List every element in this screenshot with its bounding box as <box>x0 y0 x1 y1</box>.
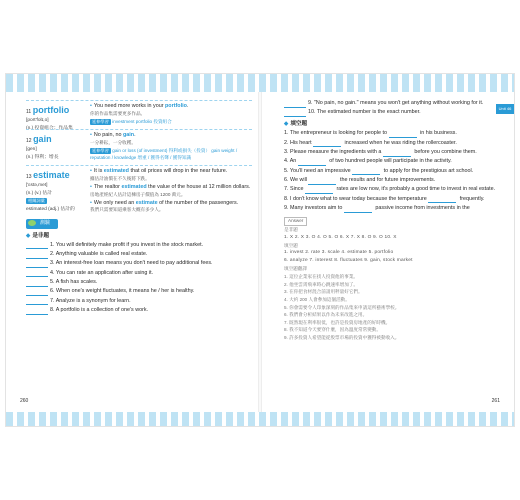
example-translation: 據估計油價在不久後將下跌。 <box>90 176 150 182</box>
extension-tag: 延伸學習 <box>92 118 109 124</box>
answer-blank[interactable] <box>26 276 48 277</box>
related-tag: 相關詞彙 <box>28 198 45 204</box>
answer-blank[interactable] <box>26 286 48 287</box>
tf-question-3: 3. An interest-free loan means you don't need to pay additional fees. <box>26 260 252 268</box>
tf-question-1: 1. You will definitely make profit if you invest in the stock market. <box>26 242 252 250</box>
entry-pos: (n.) 投資組合；作品集 <box>26 126 73 131</box>
fill-blank[interactable] <box>428 202 456 203</box>
answer-fill-row-1: 1. invest 2. rate 3. scale 4. estimate 5. portfolio <box>284 250 394 256</box>
translation-line: 4. 大約 200 人會參加這個活動。 <box>284 296 350 302</box>
example-sentence: • The realtor estimated the value of the house at 12 million dollars. <box>90 184 252 192</box>
example-sentence: • We only need an estimate of the number of the passengers. <box>90 200 252 208</box>
translation-line: 1. 這位企業家在找人投資他的事業。 <box>284 273 359 279</box>
extension-text: investment portfolio 投資組合 <box>112 118 172 124</box>
answer-sub-tf: 是非題 <box>284 227 298 233</box>
entry-word: estimate <box>33 170 70 181</box>
fill-question-1: 1. The entrepreneur is looking for people to in his business. <box>284 130 457 137</box>
fill-question-7: 7. Since rates are low now, it's probably a good time to invest in real estate. <box>284 186 496 193</box>
tf-question-7: 7. Analyze is a synonym for learn. <box>26 298 252 306</box>
entry-pos: (n.) (v.) 估計 <box>26 191 53 197</box>
bottom-stripe-border <box>6 412 514 426</box>
tf-question-2: 2. Anything valuable is called real estate. <box>26 251 252 259</box>
example-sentence: • You need more works in your portfolio. <box>90 103 252 111</box>
fill-question-2: 2. His heart increased when he was riding the rollercoaster. <box>284 139 457 146</box>
right-page <box>284 100 496 400</box>
open-book-spread <box>6 74 514 426</box>
example-sentence: • It is estimated that oil prices will drop in the near future. <box>90 168 252 176</box>
answer-fill-row-2: 6. analyze 7. interest 8. fluctuates 9. gain, stock market <box>284 258 413 264</box>
fill-blank[interactable] <box>308 184 336 185</box>
translation-line: 9. 許多投資人希望能從股票市場的投資中獲得被動收入。 <box>284 335 400 341</box>
fill-blank[interactable] <box>352 174 380 175</box>
answer-blank[interactable] <box>26 295 48 296</box>
answer-label: Answer <box>284 217 307 226</box>
entry-pos: (n.) 得利；增長 <box>26 155 59 160</box>
example-translation: 我們只需要知道乘客大概有多少人。 <box>90 207 164 213</box>
fill-question-4: 4. An of two hundred people will participate in the activity. <box>284 158 452 165</box>
tf-question-8: 8. A portfolio is a collection of one's work. <box>26 307 252 315</box>
related-word: estimated (adj.) 估計的 <box>26 207 75 213</box>
answer-blank[interactable] <box>284 107 306 108</box>
left-page <box>26 100 252 400</box>
entry-ipa: [gen] <box>26 147 37 153</box>
practice-badge: 測驗 <box>26 219 58 228</box>
entry-ipa: [port'folɪ,o] <box>26 118 49 124</box>
fill-question-6: 6. We will the results and for future improvements. <box>284 176 436 183</box>
answer-blank[interactable] <box>26 248 48 249</box>
top-stripe-border <box>6 74 514 92</box>
vocab-entry-estimate <box>26 165 252 215</box>
tf-question-6: 6. When one's weight fluctuates, it means he / her is healthy. <box>26 288 252 296</box>
translation-line: 8. 我不知道今天要穿什麼，因為溫度常常變動。 <box>284 327 381 333</box>
answer-blank[interactable] <box>26 304 48 305</box>
answer-blank[interactable] <box>26 314 48 315</box>
translation-line: 5. 你會需要令人印象深刻的作品集來申請這所藝術學校。 <box>284 304 400 310</box>
fill-blank[interactable] <box>313 146 341 147</box>
right-page-number: 261 <box>491 398 500 404</box>
entry-ipa: ['ɛstə,met] <box>26 183 48 189</box>
translation-line: 3. 在你把食材混合前請用秤量好它們。 <box>284 289 363 295</box>
left-page-number: 260 <box>20 398 29 404</box>
practice-section <box>26 219 252 314</box>
fill-question-3: 3. Please measure the ingredients with a before you combine them. <box>284 148 477 155</box>
tf-question-5: 5. A fish has scales. <box>26 279 252 287</box>
answer-sub-translation: 填空題翻譯 <box>284 266 307 272</box>
entry-number: 13 <box>26 174 32 181</box>
fill-blank[interactable] <box>344 212 372 213</box>
example-translation: 你的作品集需要更多作品。 <box>90 110 146 116</box>
example-translation: 房地產經紀人估計這棟房子價值為 1200 萬元。 <box>90 191 186 197</box>
answer-blank[interactable] <box>284 116 306 117</box>
extension-tag: 延伸學習 <box>92 147 109 153</box>
answer-tf-row: 1. X 2. X 3. O 4. O 5. O 6. X 7. X 8. O 9. O 10. X <box>284 234 397 240</box>
entry-number: 12 <box>26 138 32 144</box>
book-gutter <box>258 92 262 412</box>
fill-blank[interactable] <box>383 156 411 157</box>
fill-blank-title: ◆ 填空題 <box>284 120 496 128</box>
fill-blank[interactable] <box>305 193 333 194</box>
translation-line: 2. 他坐雲霄飛車時心跳速率增加了。 <box>284 281 359 287</box>
answer-sub-fill: 填空題 <box>284 242 298 248</box>
entry-word: gain <box>33 134 52 144</box>
vocab-entry-gain <box>26 129 252 163</box>
fill-blank[interactable] <box>298 165 326 166</box>
example-translation: 一分耕耘，一分收穫。 <box>90 139 136 145</box>
translation-line: 7. 既然現在利率很低，也許是投資房地產的好時機。 <box>284 319 391 325</box>
extension-text: gain or loss (of investment) 得利或損失（投資） gain weight / reputation / knowledge 增重 / 獲得名聲 / 獲得知識 <box>90 147 238 161</box>
entry-number: 11 <box>26 109 32 115</box>
tf-question-9: 9. "No pain, no gain." means you won't get anything without working for it. <box>284 100 496 108</box>
answer-blank[interactable] <box>26 267 48 268</box>
entry-word: portfolio <box>32 105 70 115</box>
answer-blank[interactable] <box>26 258 48 259</box>
fill-question-5: 5. You'll need an impressive to apply for the prestigious art school. <box>284 167 474 174</box>
translation-line: 6. 我們會分析結果以作為未來改進之用。 <box>284 312 368 318</box>
vocab-entry-portfolio <box>26 100 252 131</box>
fill-question-8: 8. I don't know what to wear today because the temperature frequently. <box>284 195 485 202</box>
fill-question-9: 9. Many investors aim to passive income from investments in the <box>284 204 470 211</box>
tf-question-4: 4. You can rate an application after using it. <box>26 270 252 278</box>
example-sentence: • No pain, no gain. <box>90 132 252 140</box>
unit-tab: Unit 46 <box>496 104 514 114</box>
true-false-title: ◆ 是非題 <box>26 232 252 240</box>
tf-question-10: 10. The estimated number is the exact number. <box>284 109 496 117</box>
fill-blank[interactable] <box>389 137 417 138</box>
